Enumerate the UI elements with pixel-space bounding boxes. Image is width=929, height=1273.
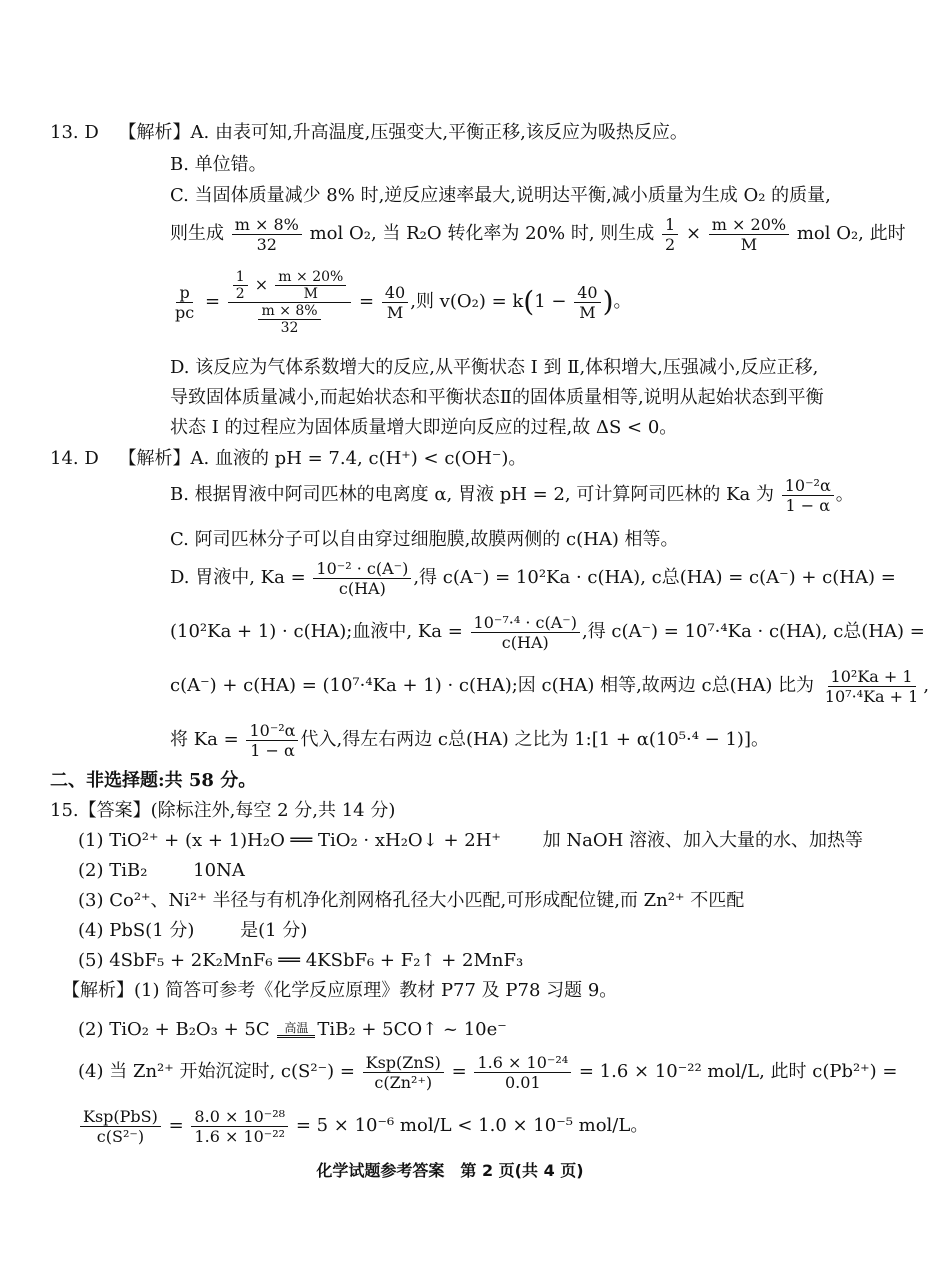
q14-option-d-line3: [170, 664, 929, 708]
q15-jx4-fraction-2: [474, 1053, 571, 1092]
q14-b-fraction: [782, 476, 834, 515]
section-heading: 二、非选择题:共 58 分。: [50, 770, 257, 791]
q15-answer-4: [78, 918, 307, 944]
q15-jx5-f1-den: c(S²⁻): [96, 1126, 145, 1146]
q13-number: 13. D: [50, 122, 99, 143]
q14-d1-fraction: [313, 559, 411, 598]
q15-a1-note: 加 NaOH 溶液、加入大量的水、加热等: [542, 830, 864, 851]
q15-jx4-eq: =: [451, 1061, 467, 1082]
q15-analysis-5: [78, 1102, 648, 1150]
q14-d4-den: 1 − α: [250, 740, 295, 760]
q15-a2-note: 10NA: [193, 860, 245, 881]
q14-d1-text-b: ,得 c(A⁻) = 10²Ka · c(HA), c总(HA) = c(A⁻) + c(HA) =: [413, 567, 896, 588]
q13-compound-inner-den: M: [303, 285, 318, 302]
q13-compound-times: ×: [254, 274, 269, 294]
q13-c3-rest: ,则 v(O₂) = k: [410, 291, 524, 312]
q15-jx4-fraction-1: [363, 1053, 444, 1092]
q13-c2-fraction-2: [709, 215, 789, 254]
q15-a2-formula: (2) TiB₂: [78, 860, 148, 881]
q13-c2-half-num: 1: [662, 215, 678, 235]
q13-paren-left: (: [523, 285, 535, 318]
q15-answer-1: [78, 828, 863, 854]
q15-jx4-text-b: = 1.6 × 10⁻²² mol/L, 此时 c(Pb²⁺) =: [578, 1061, 898, 1082]
q13-m: M: [386, 302, 404, 322]
q13-c2-frac1-den: 32: [256, 234, 277, 254]
q13-c2-text-c: mol O₂, 此时: [796, 223, 906, 244]
q14-analysis-tag: 【解析】: [118, 448, 191, 469]
q15-a1-equation: (1) TiO²⁺ + (x + 1)H₂O ══ TiO₂ · xH₂O↓ + 2H⁺: [78, 830, 501, 851]
q14-d1-text-a: D. 胃液中, Ka =: [170, 567, 306, 588]
q14-d4-num: 10⁻²α: [246, 721, 298, 741]
q13-compound-inner-num: m × 20%: [275, 269, 346, 286]
q13-compound-low-den: 32: [280, 319, 299, 336]
q15-jx2-arrow: [277, 1035, 315, 1040]
q13-one-minus: 1 −: [534, 291, 567, 312]
q13-pc: pc: [175, 302, 195, 322]
q14-option-d-line1: [170, 556, 896, 600]
q13-c2-text-a: 则生成: [170, 223, 224, 244]
q14-d2-den: c(HA): [501, 632, 549, 652]
q14-b-num: 10⁻²α: [782, 476, 834, 496]
q13-option-c-line1: C. 当固体质量减少 8% 时,逆反应速率最大,说明达平衡,减小质量为生成 O₂ 的质量,: [170, 185, 831, 206]
q15-answer-3: (3) Co²⁺、Ni²⁺ 半径与有机净化剂网格孔径大小匹配,可形成配位键,而 Zn²⁺ 不匹配: [78, 890, 745, 911]
q14-option-d-line2: [170, 610, 925, 654]
q13-option-d-line3: 状态 Ⅰ 的过程应为固体质量增大即逆向反应的过程,故 ΔS < 0。: [170, 417, 678, 438]
q14-d3-fraction: [822, 667, 922, 706]
q15-answer-5: (5) 4SbF₅ + 2K₂MnF₆ ══ 4KSbF₆ + F₂↑ + 2MnF₃: [78, 950, 524, 971]
q15-analysis-1: 【解析】(1) 简答可参考《化学反应原理》教材 P77 及 P78 习题 9。: [62, 980, 618, 1001]
q13-c2-times: ×: [685, 223, 702, 244]
q15-jx4-f2-num: 1.6 × 10⁻²⁴: [474, 1053, 571, 1073]
q14-d4-text-b: 代入,得左右两边 c总(HA) 之比为 1:[1 + α(10⁵·⁴ − 1)]。: [300, 729, 769, 750]
q13-c2-frac2-num: m × 20%: [709, 215, 789, 235]
q13-compound-denominator: [253, 303, 325, 336]
q14-option-c: C. 阿司匹林分子可以自由穿过细胞膜,故膜两侧的 c(HA) 相等。: [170, 529, 679, 550]
q13-analysis-tag: 【解析】: [118, 122, 191, 143]
q15-jx2-right: TiB₂ + 5CO↑ ~ 10e⁻: [317, 1019, 507, 1040]
q14-option-a: A. 血液的 pH = 7.4, c(H⁺) < c(OH⁻)。: [190, 448, 527, 469]
q13-p: p: [176, 283, 192, 303]
q13-option-c-line3: $\frac{p}{pc}$ = $\frac{1}{2}$ × $\frac{m \times 20\%}{M}$ $\frac{m \times 8\%}{32}$ = $\frac{40}{M}$ ,则 v(O₂) = k(1 − $\frac{40}{M}$ )。: [170, 262, 632, 342]
q13-option-a: A. 由表可知,升高温度,压强变大,平衡正移,该反应为吸热反应。: [190, 122, 688, 143]
q15-jx2-cond: 高温: [284, 1020, 309, 1035]
q15-answer-2: [78, 858, 245, 884]
q14-line-a: [50, 446, 526, 472]
q13-c2-frac2-den: M: [740, 234, 758, 254]
q13-option-d-line1: D. 该反应为气体系数增大的反应,从平衡状态 Ⅰ 到 Ⅱ,体积增大,压强减小,反应正移,: [170, 357, 819, 378]
q15-analysis-2: [78, 1010, 507, 1050]
q14-b-text: B. 根据胃液中阿司匹林的电离度 α, 胃液 pH = 2, 可计算阿司匹林的 Ka 为: [170, 484, 774, 505]
q13-c2-fraction-1: [232, 215, 302, 254]
q14-d2-num: 10⁻⁷·⁴ · c(A⁻): [471, 613, 580, 633]
q15-jx4-f2-den: 0.01: [505, 1072, 541, 1092]
q15-jx4-text-a: (4) 当 Zn²⁺ 开始沉淀时, c(S²⁻) =: [78, 1061, 355, 1082]
q13-c3-eq: =: [359, 291, 375, 312]
q13-p-over-pc: [172, 283, 197, 322]
q13-line-a: [50, 120, 688, 146]
q15-jx5-f2-num: 8.0 × 10⁻²⁸: [191, 1107, 288, 1127]
q13-c2-text-b: mol O₂, 当 R₂O 转化率为 20% 时, 则生成: [309, 223, 655, 244]
q13-option-c-line2: [170, 212, 906, 256]
q14-d4-fraction: [246, 721, 298, 760]
q13-compound-low: [258, 303, 320, 336]
q15-a4-formula: (4) PbS(1 分): [78, 920, 195, 941]
q13-40: 40: [382, 283, 408, 303]
q14-number: 14. D: [50, 448, 99, 469]
q14-d3-text-a: c(A⁻) + c(HA) = (10⁷·⁴Ka + 1) · c(HA);因 c(HA) 相等,故两边 c总(HA) 比为: [170, 675, 815, 696]
q13-compound-low-num: m × 8%: [258, 303, 320, 320]
q14-d2-fraction: [471, 613, 580, 652]
q15-jx2-condition: [277, 1021, 315, 1040]
q14-option-d-line4: [170, 718, 769, 762]
q14-d3-num: 10²Ka + 1: [828, 667, 916, 687]
q13-paren-right: ): [602, 285, 614, 318]
q15-jx5-eq: =: [168, 1115, 184, 1136]
q13-compound-half: [233, 269, 248, 302]
q13-compound-half-num: 1: [233, 269, 248, 286]
q15-jx4-f1-num: Ksp(ZnS): [363, 1053, 444, 1073]
q14-d3-den: 10⁷·⁴Ka + 1: [824, 686, 919, 706]
q13-compound-inner: [275, 269, 346, 302]
q13-compound-fraction: [228, 269, 352, 336]
q14-d1-num: 10⁻² · c(A⁻): [313, 559, 411, 579]
q14-option-b: [170, 473, 854, 517]
q15-jx5-f2-den: 1.6 × 10⁻²²: [194, 1126, 286, 1146]
q14-d2-text-b: ,得 c(A⁻) = 10⁷·⁴Ka · c(HA), c总(HA) =: [581, 621, 925, 642]
q14-d4-text-a: 将 Ka =: [170, 729, 239, 750]
q13-c2-frac1-num: m × 8%: [232, 215, 302, 235]
q15-a4-note: 是(1 分): [240, 920, 308, 941]
q14-b-den: 1 − α: [785, 495, 831, 515]
q15-jx5-fraction-1: [80, 1107, 161, 1146]
q13-option-d-line2: 导致固体质量减小,而起始状态和平衡状态Ⅱ的固体质量相等,说明从起始状态到平衡: [170, 387, 824, 408]
q13-option-b: B. 单位错。: [170, 154, 267, 175]
q13-40-over-m-2: [574, 283, 600, 322]
q14-d3-end: ,: [923, 675, 929, 696]
q13-mb: M: [579, 302, 596, 322]
q15-heading: 15.【答案】(除标注外,每空 2 分,共 14 分): [50, 800, 396, 821]
q13-40-over-m: [382, 283, 408, 322]
q15-jx5-fraction-2: [191, 1107, 288, 1146]
q15-jx2-left: (2) TiO₂ + B₂O₃ + 5C: [78, 1019, 270, 1040]
q13-c2-half: [662, 215, 678, 254]
q14-d1-den: c(HA): [338, 578, 386, 598]
page-footer: 化学试题参考答案 第 2 页(共 4 页): [316, 1161, 584, 1180]
q15-analysis-4: [78, 1048, 898, 1096]
q15-jx5-text-b: = 5 × 10⁻⁶ mol/L < 1.0 × 10⁻⁵ mol/L。: [295, 1115, 649, 1136]
q15-jx4-f1-den: c(Zn²⁺): [374, 1072, 433, 1092]
q14-b-end: 。: [835, 484, 854, 505]
q13-40b: 40: [574, 283, 600, 303]
q13-compound-numerator: [228, 269, 352, 303]
q13-compound-half-den: 2: [235, 285, 245, 302]
q14-d2-text-a: (10²Ka + 1) · c(HA);血液中, Ka =: [170, 621, 463, 642]
q15-jx5-f1-num: Ksp(PbS): [80, 1107, 161, 1127]
q13-c2-half-den: 2: [665, 234, 676, 254]
q13-c3-end: 。: [613, 291, 632, 312]
